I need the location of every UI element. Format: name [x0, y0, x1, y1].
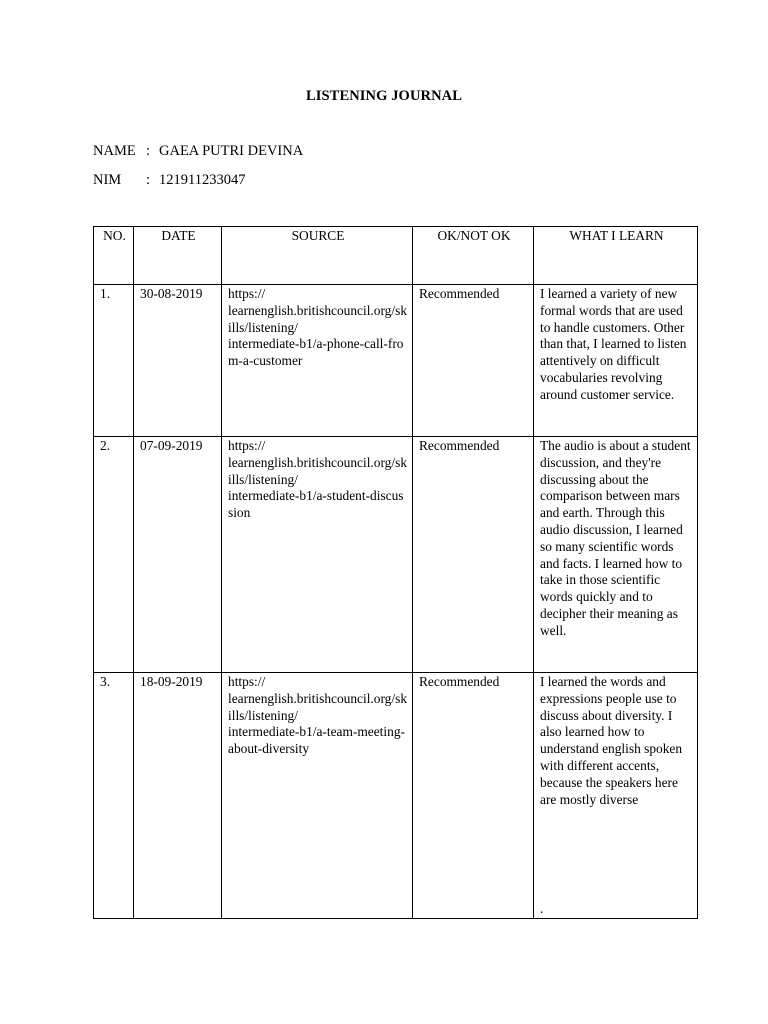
nim-row	[93, 172, 245, 189]
learn-wrapper	[540, 674, 693, 918]
nim-label: NIM	[93, 172, 122, 188]
cell-status: Recommended	[413, 437, 534, 673]
header-status: OK/NOT OK	[413, 227, 534, 285]
cell-source	[222, 673, 413, 919]
table-row	[94, 673, 698, 919]
source-url: https:// learnenglish.britishcouncil.org/skills/listening/ intermediate-b1/a-team-meeting-about-diversity	[228, 674, 408, 757]
header-learn: WHAT I LEARN	[534, 227, 698, 285]
table-row	[94, 285, 698, 437]
table-row	[94, 437, 698, 673]
cell-learn: I learned a variety of new formal words that are used to handle customers. Other than that, I learned to listen attentively on difficult vocabularies revolving around customer service.	[534, 285, 698, 437]
cell-no: 2.	[94, 437, 134, 673]
cell-learn: The audio is about a student discussion, and they're discussing about the comparison between mars and earth. Through this audio discussion, I learned so many scientific words and facts. I learned how to take in those scientific words quickly and to decipher their meaning as well.	[534, 437, 698, 673]
header-source: SOURCE	[222, 227, 413, 285]
name-value: GAEA PUTRI DEVINA	[159, 143, 304, 159]
name-label: NAME	[93, 143, 136, 159]
header-no: NO.	[94, 227, 134, 285]
journal-table	[93, 226, 698, 919]
cell-learn	[534, 673, 698, 919]
cell-date: 30-08-2019	[134, 285, 222, 437]
trailing-period: .	[540, 901, 544, 917]
cell-status: Recommended	[413, 285, 534, 437]
cell-date: 18-09-2019	[134, 673, 222, 919]
header-date: DATE	[134, 227, 222, 285]
cell-date: 07-09-2019	[134, 437, 222, 673]
document-title: LISTENING JOURNAL	[306, 88, 462, 104]
nim-separator: :	[146, 172, 151, 188]
cell-no: 1.	[94, 285, 134, 437]
learn-text: I learned the words and expressions people use to discuss about diversity. I also learned how to understand english spoken with different accents, because the speakers here are mostly diverse	[540, 674, 683, 807]
table-header-row	[94, 227, 698, 285]
cell-source	[222, 285, 413, 437]
cell-source	[222, 437, 413, 673]
cell-no: 3.	[94, 673, 134, 919]
source-url: https:// learnenglish.britishcouncil.org/skills/listening/ intermediate-b1/a-phone-call-from-a-customer	[228, 286, 408, 369]
source-url: https:// learnenglish.britishcouncil.org/skills/listening/ intermediate-b1/a-student-discussion	[228, 438, 408, 521]
nim-value: 121911233047	[159, 172, 246, 188]
cell-status: Recommended	[413, 673, 534, 919]
name-separator: :	[146, 143, 151, 159]
name-row	[93, 143, 303, 160]
